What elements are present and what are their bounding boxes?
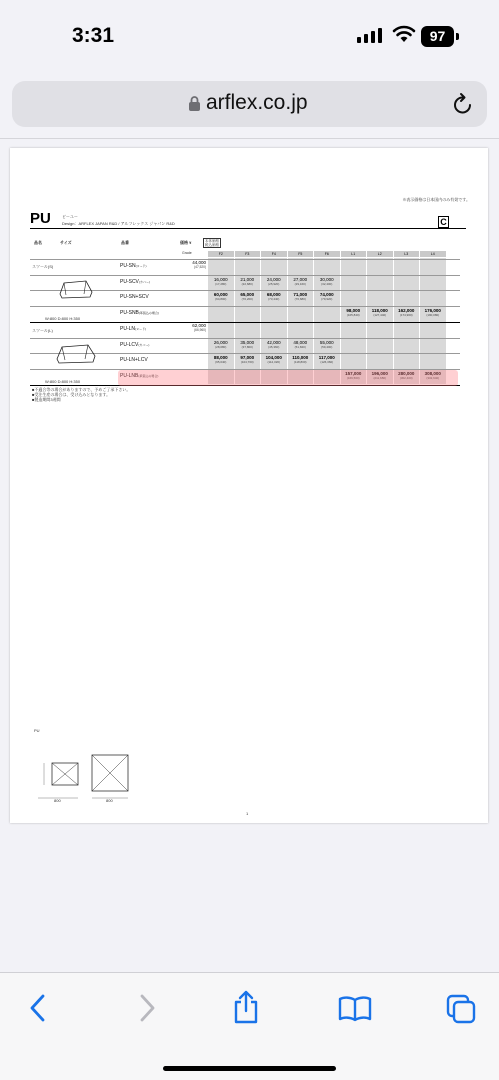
price-cell-tax: (22,680) — [241, 281, 253, 286]
price-cell: 55,000 — [319, 339, 334, 345]
base-price: 44,000 — [192, 260, 206, 265]
row-rule — [30, 322, 460, 323]
col-price-label: 価格 ¥ — [180, 240, 192, 245]
price-cell: 110,000 — [292, 355, 309, 361]
product-kana: ピーユー — [62, 214, 78, 219]
price-cell: 48,000 — [293, 339, 308, 345]
base-price-tax: (47,520) — [194, 265, 206, 269]
item-code-suffix: (カバー) — [138, 279, 150, 284]
wifi-icon — [392, 24, 416, 44]
price-cell-tax: (332,640) — [426, 375, 440, 380]
title-rule — [30, 228, 466, 229]
price-cell-tax: (17,280) — [215, 281, 227, 286]
plan-drawings — [30, 753, 140, 803]
price-cell: 98,000 — [346, 308, 361, 314]
share-icon[interactable] — [232, 989, 260, 1025]
price-cell-tax: (29,160) — [294, 281, 306, 286]
home-indicator — [163, 1066, 336, 1071]
price-cell-tax: (79,920) — [321, 297, 333, 302]
status-time: 3:31 — [72, 24, 115, 47]
base-price-tax: (66,960) — [194, 327, 206, 332]
grade-header: L4 — [420, 251, 446, 257]
price-cell: 26,000 — [213, 339, 228, 345]
price-cell: 118,000 — [371, 308, 388, 314]
cellular-signal-icon — [357, 28, 382, 43]
item-code-suffix: (革張込の場合) — [138, 311, 159, 316]
price-validity-note: ※表示価格は日本国内のみ有効です。 — [402, 197, 470, 202]
dim-stool-s: W:800 D:800 H:350 — [45, 316, 81, 321]
price-cell-tax: (104,760) — [240, 360, 254, 365]
price-cell: 35,000 — [240, 339, 255, 345]
price-cell-tax: (174,960) — [399, 313, 413, 318]
grade-header: F5 — [288, 251, 314, 257]
col-size-label: サイズ — [60, 240, 72, 245]
price-cell-tax: (118,800) — [293, 360, 307, 365]
price-cell-tax: (211,680) — [373, 375, 387, 380]
price-cell-tax: (105,840) — [346, 313, 360, 318]
price-cell-tax: (51,840) — [294, 344, 306, 349]
price-cell: 104,000 — [265, 355, 282, 361]
price-cell-tax: (25,920) — [268, 281, 280, 286]
col-name-label: 品名 — [34, 240, 42, 245]
price-cell-tax: (126,360) — [320, 360, 334, 365]
price-cell-tax: (190,080) — [426, 313, 440, 318]
back-icon[interactable] — [28, 993, 48, 1023]
item-code: PU-LN(ヌード) — [120, 325, 147, 332]
item-code: PU-LCV(カバー) — [120, 341, 150, 348]
item-code: PU-LN+LCV — [120, 357, 148, 364]
stool-s-sketch — [56, 278, 96, 300]
price-cell-tax: (59,400) — [321, 344, 333, 349]
price-cell-tax: (32,400) — [321, 281, 333, 286]
price-cell-tax: (127,440) — [373, 313, 387, 318]
price-cell: 162,000 — [398, 308, 415, 314]
price-cell: 24,000 — [266, 276, 281, 282]
battery-indicator: 97 — [421, 26, 454, 47]
price-cell: 117,000 — [318, 355, 335, 361]
grade-header: F4 — [261, 251, 287, 257]
item-code-suffix: (ヌード) — [135, 326, 147, 331]
row-rule — [30, 259, 460, 260]
lower-label: PU — [34, 728, 40, 733]
dim-stool-l: W:800 D:800 H:350 — [45, 379, 81, 384]
price-cell-tax: (95,040) — [215, 360, 227, 365]
url-text[interactable]: arflex.co.jp — [206, 91, 308, 114]
item-code: PU-LNB(革張込の場合) — [120, 372, 159, 379]
product-title: PU — [30, 210, 51, 227]
price-cell: 68,000 — [266, 292, 281, 298]
note-2: ■受注生産の場合は、受け込みとなります。 — [32, 392, 111, 397]
price-cell-tax: (45,360) — [268, 344, 280, 349]
brand-logo: C — [438, 216, 449, 228]
lock-icon — [188, 95, 201, 112]
section-stool-l: スツール(L) — [32, 328, 53, 333]
price-cell: 65,000 — [240, 292, 255, 298]
note-1: ■不適合等の場合がありますので、予めご了承下さい。 — [32, 387, 131, 392]
page-number: 1 — [246, 811, 249, 816]
plan-dim-small: 800 — [54, 798, 61, 803]
item-code: PU-SN+SCV — [120, 294, 149, 301]
note-3: ■製造期間3週間 — [32, 397, 61, 402]
price-cell-tax: (28,080) — [215, 344, 227, 349]
reload-icon[interactable] — [452, 92, 474, 116]
price-cell: 97,000 — [240, 355, 255, 361]
design-credit: Design：ARFLEX JAPAN R&D / アルフレックス ジャパン R&D — [62, 221, 175, 226]
item-code-suffix: (ヌード) — [135, 264, 147, 268]
forward-icon[interactable] — [137, 993, 157, 1023]
grade-header: L3 — [394, 251, 420, 257]
battery-tip — [456, 33, 459, 40]
grade-header: L2 — [367, 251, 393, 257]
price-cell-tax: (76,680) — [294, 297, 306, 302]
grade-header: F3 — [235, 251, 261, 257]
grade-column-band — [394, 258, 420, 384]
price-cell: 280,000 — [398, 370, 415, 376]
price-cell: 30,000 — [319, 276, 334, 282]
grade-header: L1 — [341, 251, 367, 257]
price-cell-tax: (70,200) — [241, 297, 253, 302]
item-code: PU-SN(ヌード) — [120, 263, 147, 269]
item-code-suffix: (革張込の場合) — [138, 373, 159, 378]
item-code-suffix: (カバー) — [138, 342, 150, 347]
address-bar[interactable] — [12, 81, 487, 127]
price-cell-tax: (64,800) — [215, 297, 227, 302]
price-cell: 308,000 — [424, 370, 441, 376]
grade-header: F6 — [314, 251, 340, 257]
price-cell: 176,000 — [424, 308, 441, 314]
price-cell-tax: (302,400) — [399, 375, 413, 380]
stool-l-sketch — [57, 345, 95, 363]
base-price: 62,000 — [192, 322, 206, 328]
price-cell: 27,000 — [293, 276, 308, 282]
price-cell: 157,000 — [345, 370, 362, 376]
pdf-page[interactable] — [10, 148, 488, 823]
status-bar — [0, 0, 499, 70]
grade-column-band — [367, 258, 393, 384]
section-stool-s: スツール(S) — [32, 264, 54, 269]
price-cell: 16,000 — [213, 276, 228, 282]
grade-header: F2 — [208, 251, 234, 257]
bottom-toolbar — [0, 972, 499, 1080]
price-cell: 88,000 — [213, 355, 228, 361]
item-code: PU-SNB(革張込の場合) — [120, 310, 159, 317]
toolbar-divider — [0, 138, 499, 139]
price-cell-tax: (73,440) — [268, 297, 280, 302]
tabs-icon[interactable] — [445, 993, 477, 1025]
grade-label: Grade — [182, 251, 192, 255]
price-cell-tax: (37,800) — [241, 344, 253, 349]
grade-column-band — [341, 258, 367, 384]
book-icon[interactable] — [337, 995, 373, 1023]
highlight-row-pu-lnb — [118, 370, 458, 386]
col-item-label: 品番 — [121, 240, 129, 245]
row-rule — [30, 306, 460, 307]
col-price-note: 本体価格 税込価格 — [205, 239, 219, 247]
item-code: PU-SCV(カバー) — [120, 278, 150, 285]
price-cell: 42,000 — [266, 339, 281, 345]
price-cell: 21,000 — [240, 276, 255, 282]
grade-column-band — [420, 258, 446, 384]
price-cell: 71,000 — [293, 292, 308, 298]
price-cell-tax: (169,560) — [346, 375, 360, 380]
plan-dim-large: 800 — [106, 798, 113, 803]
row-rule — [30, 275, 460, 276]
price-cell: 196,000 — [371, 370, 388, 376]
price-cell: 60,000 — [213, 292, 228, 298]
price-cell: 74,000 — [319, 292, 334, 298]
row-rule — [30, 338, 460, 339]
price-cell-tax: (112,320) — [267, 360, 281, 365]
